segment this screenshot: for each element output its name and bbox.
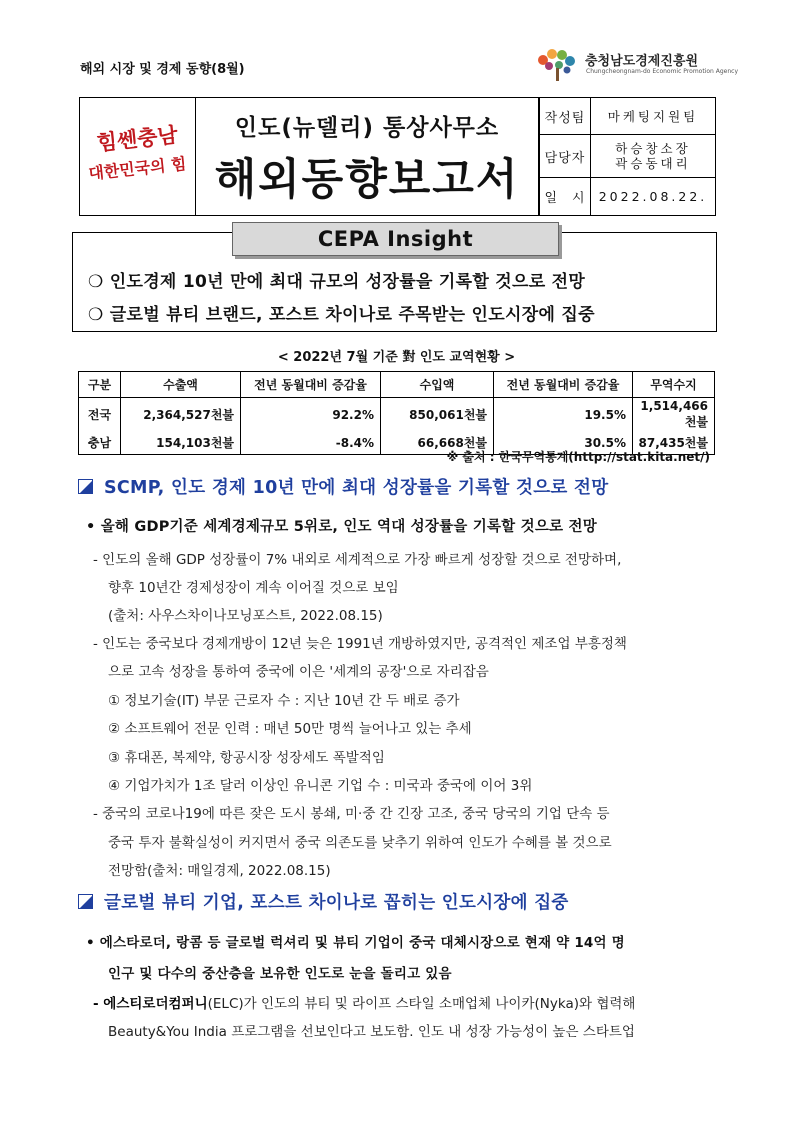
section1-line: 중국 투자 불확실성이 커지면서 중국 의존도를 낮추기 위하여 인도가 수혜를 볼 것으로 [108, 835, 612, 851]
table-cell: 19.5% [494, 398, 633, 432]
main-title-cell [196, 98, 540, 216]
report-period-label: 해외 시장 및 경제 동향(8월) [80, 62, 245, 77]
section1-bullet: • 올해 GDP기준 세계경제규모 5위로, 인도 역대 성장률을 기록할 것으로 전망 [86, 519, 597, 535]
manager-label: 담당자 [539, 135, 591, 178]
circle-bullet-icon: ❍ [88, 305, 104, 325]
report-title-box [79, 97, 716, 216]
author-team-value: 마케팅지원팀 [591, 98, 716, 135]
section1-line: - 인도의 올해 GDP 성장률이 7% 내외로 세계적으로 가장 빠르게 성장할 것으로 전망하며, [93, 552, 622, 568]
manager-line2: 곽승동대리 [615, 156, 691, 171]
slogan-cell [80, 98, 196, 216]
circle-bullet-icon: ❍ [88, 272, 104, 292]
table-cell: -8.4% [241, 431, 381, 455]
slogan-line2: 대한민국의 힘 [87, 153, 187, 183]
company-name: - 에스티로더컴퍼니 [93, 996, 208, 1012]
section-square-icon [78, 894, 93, 909]
section1-line: ② 소프트웨어 전문 인력 : 매년 50만 명씩 늘어나고 있는 추세 [108, 721, 472, 737]
col-header: 전년 동월대비 증감율 [494, 372, 633, 398]
cepa-title: CEPA Insight [232, 222, 559, 256]
col-header: 무역수지 [633, 372, 715, 398]
col-header: 전년 동월대비 증감율 [241, 372, 381, 398]
table-header-row [79, 372, 715, 398]
table-cell: 1,514,466천불 [633, 398, 715, 432]
section-square-icon [78, 479, 93, 494]
section2-line1-rest: (ELC)가 인도의 뷰티 및 라이프 스타일 소매업체 나이카(Nyka)와 협력해 [207, 996, 636, 1012]
col-header: 수입액 [381, 372, 494, 398]
section1-line: 향후 10년간 경제성장이 계속 이어질 것으로 보임 [108, 580, 399, 596]
trade-table [78, 371, 715, 455]
office-name: 인도(뉴델리) 통상사무소 [234, 114, 500, 141]
table-cell: 전국 [79, 398, 121, 432]
section2-bullet-line1: • 에스타로더, 랑콤 등 글로벌 럭셔리 및 뷰티 기업이 중국 대체시장으로 현재 약 14억 명 [86, 935, 625, 951]
cepa-item-1 [88, 267, 585, 292]
section1-line: 으로 고속 성장을 통하여 중국에 이은 '세계의 공장'으로 자리잡음 [108, 664, 489, 680]
col-header: 구분 [79, 372, 121, 398]
org-name-en: Chungcheongnam-do Economic Promotion Agency [586, 68, 739, 75]
date-label: 일 시 [539, 178, 591, 216]
section1-line: ① 정보기술(IT) 부문 근로자 수 : 지난 10년 간 두 배로 증가 [108, 693, 460, 709]
table-cell: 30.5% [494, 431, 633, 455]
date-value: 2022.08.22. [591, 178, 716, 216]
section2-title: 글로벌 뷰티 기업, 포스트 차이나로 꼽히는 인도시장에 집중 [104, 893, 569, 913]
table-cell: 850,061천불 [381, 398, 494, 432]
cepa-item-text: 인도경제 10년 만에 최대 규모의 성장률을 기록할 것으로 전망 [109, 272, 586, 292]
table-cell: 66,668천불 [381, 431, 494, 455]
table-cell: 154,103천불 [121, 431, 241, 455]
section2-heading [78, 889, 569, 914]
table-cell: 충남 [79, 431, 121, 455]
cepa-item-2 [88, 300, 595, 325]
table-source: ※ 출처 : 한국무역통계(http://stat.kita.net/) [446, 450, 710, 464]
section2-line2: Beauty&You India 프로그램을 선보인다고 보도함. 인도 내 성장 가능성이 높은 스타트업 [108, 1024, 635, 1040]
section1-heading [78, 474, 608, 499]
manager-value [591, 135, 716, 178]
table-cell: 2,364,527천불 [121, 398, 241, 432]
section1-line: (출처: 사우스차이나모닝포스트, 2022.08.15) [108, 608, 383, 624]
slogan-calligraphy [82, 100, 194, 210]
org-logo-icon [535, 46, 581, 82]
slogan-line1: 힘쎈충남 [95, 121, 179, 155]
author-team-label: 작성팀 [539, 98, 591, 135]
table-cell: 87,435천불 [633, 431, 715, 455]
section1-line: - 중국의 코로나19에 따른 잦은 도시 봉쇄, 미·중 간 긴장 고조, 중국 당국의 기업 단속 등 [93, 806, 610, 822]
section2-line1 [93, 992, 635, 1012]
col-header: 수출액 [121, 372, 241, 398]
manager-line1: 하승창소장 [615, 141, 691, 156]
table-cell: 92.2% [241, 398, 381, 432]
report-title: 해외동향보고서 [214, 154, 520, 205]
section1-title: SCMP, 인도 경제 10년 만에 최대 성장률을 기록할 것으로 전망 [104, 478, 609, 498]
section1-line: - 인도는 중국보다 경제개방이 12년 늦은 1991년 개방하였지만, 공격적인 제조업 부흥정책 [93, 636, 627, 652]
section1-line: ④ 기업가치가 1조 달러 이상인 유니콘 기업 수 : 미국과 중국에 이어 3위 [108, 778, 533, 794]
cepa-item-text: 글로벌 뷰티 브랜드, 포스트 차이나로 주목받는 인도시장에 집중 [109, 305, 595, 325]
org-logo [535, 44, 739, 84]
org-name: 충청남도경제진흥원 [585, 54, 699, 69]
section2-bullet-line2: 인구 및 다수의 중산층을 보유한 인도로 눈을 돌리고 있음 [108, 966, 452, 982]
trade-table-caption: < 2022년 7월 기준 對 인도 교역현황 > [277, 350, 516, 365]
table-row [79, 398, 715, 432]
section1-line: ③ 휴대폰, 복제약, 항공시장 성장세도 폭발적임 [108, 750, 385, 766]
section1-line: 전망함(출처: 매일경제, 2022.08.15) [108, 863, 331, 879]
